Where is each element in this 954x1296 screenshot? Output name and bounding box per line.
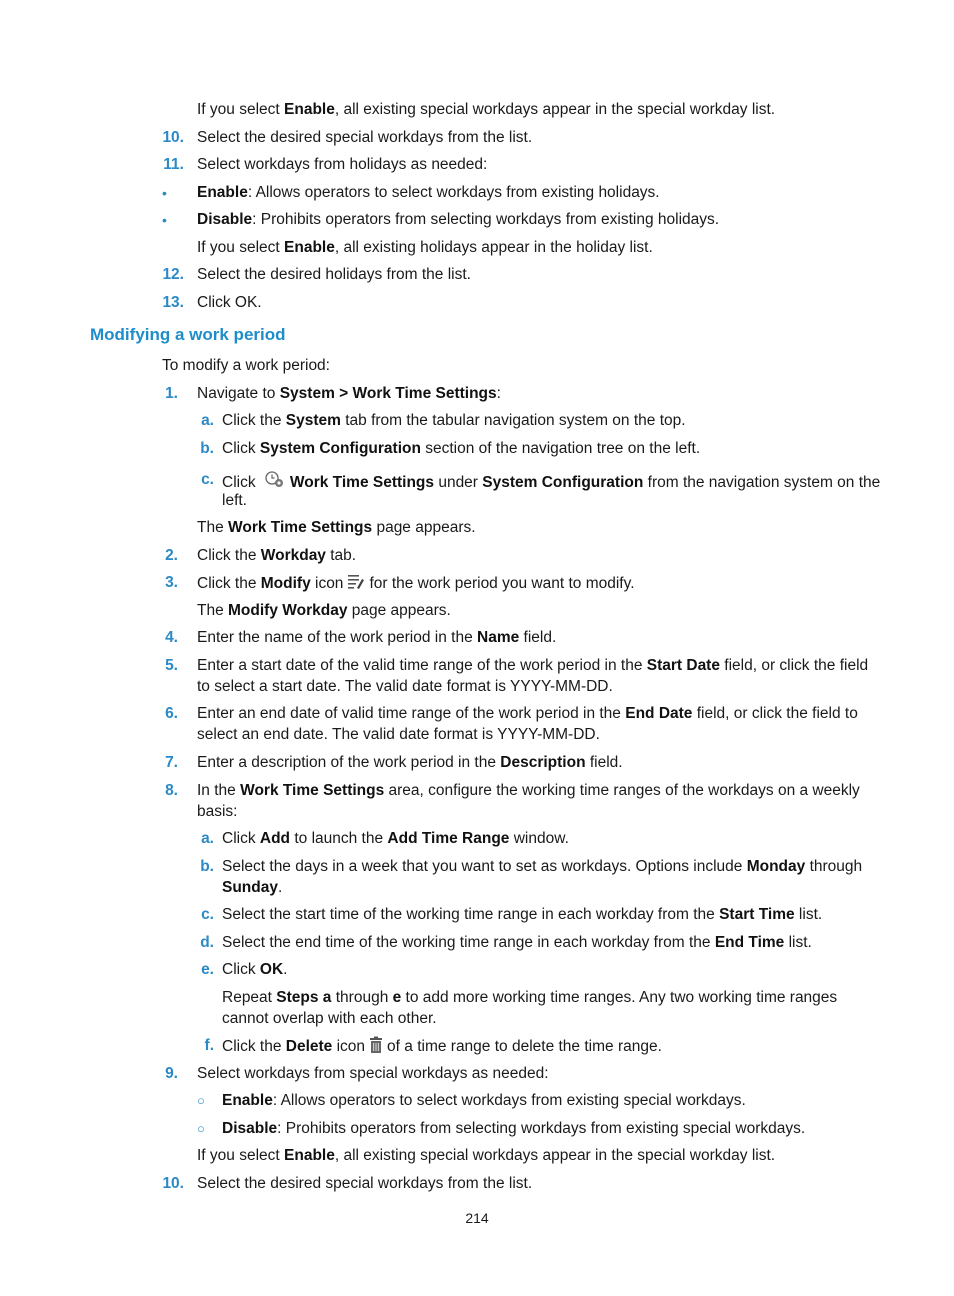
step-text-continued: basis: bbox=[197, 803, 238, 820]
substep-letter: a. bbox=[201, 412, 214, 429]
step-text: Select workdays from special workdays as needed: bbox=[197, 1065, 549, 1082]
repeat-note: Repeat Steps a through e to add more working time ranges. Any two working time ranges bbox=[222, 989, 838, 1006]
substep-text-continued: left. bbox=[222, 492, 247, 509]
substep-text: Click the System tab from the tabular navigation system on the top. bbox=[222, 412, 686, 429]
step-number: 7. bbox=[165, 754, 178, 771]
step-number: 5. bbox=[165, 657, 178, 674]
step-number: 2. bbox=[165, 547, 178, 564]
list-item: Enable: Allows operators to select workdays from existing special workdays. bbox=[222, 1092, 746, 1109]
substep-letter: d. bbox=[200, 934, 214, 951]
substep-text: Click System Configuration section of the navigation tree on the left. bbox=[222, 440, 701, 457]
list-item: Enable: Allows operators to select workdays from existing holidays. bbox=[197, 184, 660, 201]
step-text: Enter the name of the work period in the Name field. bbox=[197, 629, 557, 646]
step-text: Click OK. bbox=[197, 294, 262, 311]
substep-letter: c. bbox=[201, 906, 214, 923]
substep-letter: c. bbox=[201, 471, 214, 488]
step-text: Select the desired holidays from the list. bbox=[197, 266, 471, 283]
step-text: Click the Modify icon for the work period you want to modify. bbox=[197, 573, 635, 597]
substep-text: Select the start time of the working time range in each workday from the Start Time list. bbox=[222, 906, 823, 923]
section-heading: Modifying a work period bbox=[90, 325, 286, 344]
step-text-continued: to select a start date. The valid date format is YYYY-MM-DD. bbox=[197, 678, 613, 695]
step-text: Click the Workday tab. bbox=[197, 547, 357, 564]
step-result: The Modify Workday page appears. bbox=[197, 602, 451, 619]
modify-icon bbox=[347, 573, 365, 597]
step-number: 11. bbox=[163, 156, 184, 173]
substep-letter: e. bbox=[201, 961, 214, 978]
step-number: 13. bbox=[162, 294, 184, 311]
step-number: 4. bbox=[165, 629, 178, 646]
step-number: 12. bbox=[162, 266, 184, 283]
step-text: Enter an end date of valid time range of the work period in the End Date field, or click the field to bbox=[197, 705, 858, 722]
step-number: 6. bbox=[165, 705, 178, 722]
step-text: Select the desired special workdays from the list. bbox=[197, 1175, 533, 1192]
step-text: In the Work Time Settings area, configure the working time ranges of the workdays on a weekly bbox=[197, 782, 860, 799]
list-item: Disable: Prohibits operators from selecting workdays from existing holidays. bbox=[197, 211, 720, 228]
step-text: Navigate to System > Work Time Settings: bbox=[197, 385, 501, 402]
substep-letter: f. bbox=[204, 1037, 214, 1054]
substep-letter: b. bbox=[200, 440, 214, 457]
step-text: Select the desired special workdays from the list. bbox=[197, 129, 533, 146]
step-text: Select workdays from holidays as needed: bbox=[197, 156, 488, 173]
paragraph-holiday-note: If you select Enable, all existing holidays appear in the holiday list. bbox=[197, 239, 653, 256]
step-number: 9. bbox=[165, 1065, 178, 1082]
step-number: 3. bbox=[165, 574, 178, 591]
step-text-continued: select an end date. The valid date format is YYYY-MM-DD. bbox=[197, 726, 600, 743]
step-result: The Work Time Settings page appears. bbox=[197, 519, 476, 536]
substep-text: Select the end time of the working time range in each workday from the End Time list. bbox=[222, 934, 812, 951]
page-number: 214 bbox=[465, 1210, 489, 1226]
substep-letter: b. bbox=[200, 858, 214, 875]
substep-text: Click Add to launch the Add Time Range window. bbox=[222, 830, 569, 847]
trash-icon bbox=[369, 1036, 383, 1060]
gear-clock-icon bbox=[264, 470, 286, 496]
substep-text: Click OK. bbox=[222, 961, 288, 978]
substep-text: Click the Delete icon of a time range to delete the time range. bbox=[222, 1036, 662, 1060]
section-intro: To modify a work period: bbox=[162, 357, 330, 374]
open-bullet-icon: ○ bbox=[197, 1121, 205, 1136]
step-text: Enter a start date of the valid time range of the work period in the Start Date field, or click the field bbox=[197, 657, 869, 674]
list-item: Disable: Prohibits operators from selecting workdays from existing special workdays. bbox=[222, 1120, 806, 1137]
step-number: 10. bbox=[162, 129, 184, 146]
step-number: 10. bbox=[162, 1175, 184, 1192]
step-result: If you select Enable, all existing special workdays appear in the special workday list. bbox=[197, 1147, 776, 1164]
step-number: 1. bbox=[165, 385, 178, 402]
open-bullet-icon: ○ bbox=[197, 1093, 205, 1108]
substep-text: Click Work Time Settings under System Configuration from the navigation system on the bbox=[222, 470, 880, 496]
substep-text-continued: Sunday. bbox=[222, 879, 283, 896]
substep-text: Select the days in a week that you want to set as workdays. Options include Monday through bbox=[222, 858, 863, 875]
paragraph-special-workday-note: If you select Enable, all existing special workdays appear in the special workday list. bbox=[197, 101, 776, 118]
step-number: 8. bbox=[165, 782, 178, 799]
bullet-icon: • bbox=[162, 185, 167, 201]
substep-letter: a. bbox=[201, 830, 214, 847]
repeat-note-continued: cannot overlap with each other. bbox=[222, 1010, 437, 1027]
bullet-icon: • bbox=[162, 212, 167, 228]
step-text: Enter a description of the work period in the Description field. bbox=[197, 754, 623, 771]
